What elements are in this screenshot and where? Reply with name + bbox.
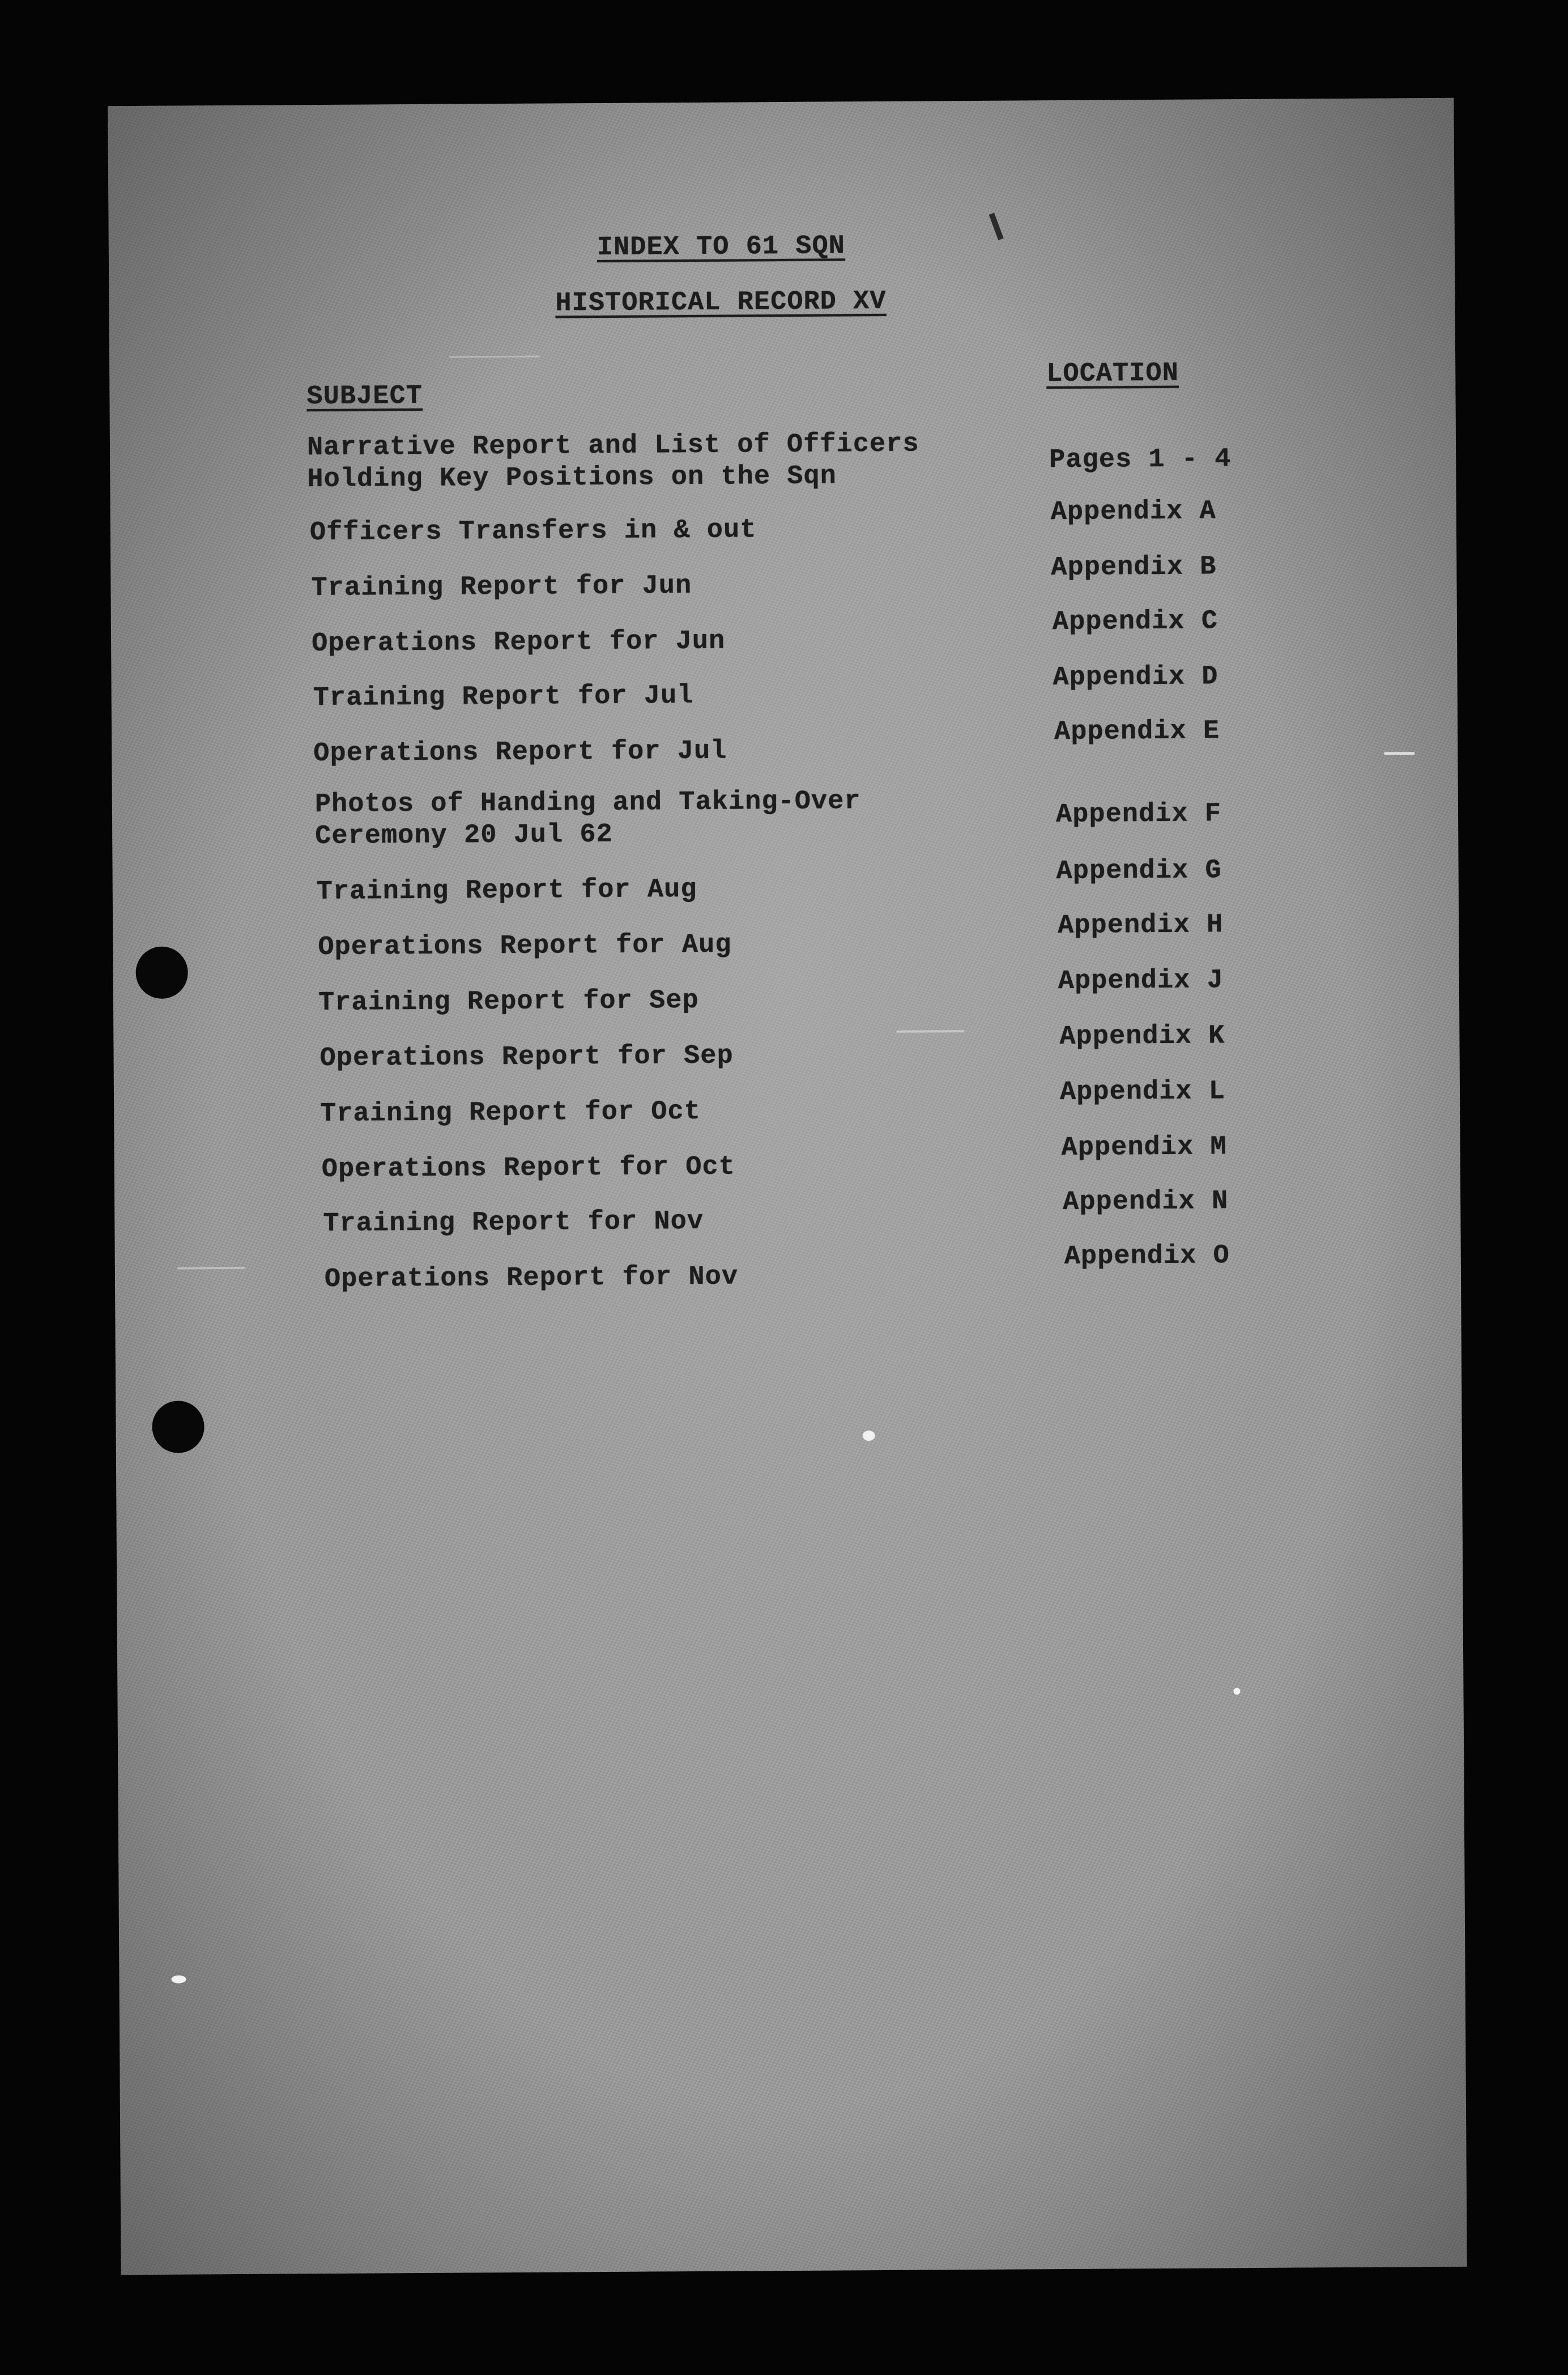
entry-subject: Operations Report for Sep	[319, 1041, 734, 1074]
dust-speck	[177, 1267, 245, 1270]
entry-location: Appendix O	[1064, 1241, 1230, 1272]
ink-mark	[989, 212, 1004, 240]
entry-location: Appendix M	[1061, 1132, 1227, 1164]
entry-subject: Training Report for Jun	[311, 571, 692, 604]
entry-subject: Operations Report for Jul	[313, 736, 727, 769]
entry-location: Appendix N	[1063, 1186, 1229, 1218]
punch-hole	[135, 946, 188, 999]
subject-column-header: SUBJECT	[306, 381, 423, 412]
document-page	[108, 98, 1467, 2275]
entry-subject: Training Report for Nov	[323, 1206, 704, 1240]
entry-subject: Training Report for Sep	[318, 985, 699, 1019]
entry-location: Appendix K	[1059, 1021, 1225, 1053]
entry-subject: Operations Report for Aug	[318, 930, 732, 963]
entry-location: Appendix C	[1052, 606, 1218, 638]
entry-subject: Training Report for Oct	[320, 1096, 701, 1130]
entry-location: Appendix L	[1059, 1076, 1226, 1108]
dust-speck	[171, 1976, 186, 1984]
entry-subject: Training Report for Aug	[316, 874, 697, 908]
entry-subject: Photos of Handing and Taking-Over Ceremony 20 Jul 62	[314, 786, 861, 852]
dust-speck	[1233, 1688, 1240, 1695]
entry-subject: Training Report for Jul	[313, 680, 694, 714]
entry-location: Appendix G	[1056, 855, 1222, 887]
punch-hole	[152, 1401, 204, 1453]
entry-location: Appendix J	[1058, 965, 1224, 997]
entry-subject: Operations Report for Nov	[324, 1262, 739, 1295]
entry-location: Pages 1 - 4	[1049, 444, 1232, 476]
document-subtitle: HISTORICAL RECORD XV	[555, 286, 887, 319]
dust-speck	[863, 1431, 875, 1441]
location-column-header: LOCATION	[1046, 358, 1179, 390]
dust-speck	[1384, 752, 1414, 755]
dust-speck	[896, 1030, 964, 1033]
entry-location: Appendix B	[1051, 552, 1217, 584]
entry-location: Appendix F	[1055, 799, 1222, 831]
entry-location: Appendix H	[1058, 910, 1224, 942]
entry-location: Appendix E	[1054, 716, 1220, 748]
entry-location: Appendix A	[1050, 496, 1216, 528]
entry-subject: Officers Transfers in & out	[309, 515, 757, 548]
entry-location: Appendix D	[1053, 662, 1218, 693]
entry-subject: Operations Report for Oct	[321, 1152, 736, 1185]
entry-subject: Narrative Report and List of Officers Holding Key Positions on the Sqn	[306, 429, 919, 495]
document-title: INDEX TO 61 SQN	[596, 231, 846, 263]
entry-subject: Operations Report for Jun	[311, 626, 726, 659]
dust-speck	[449, 356, 540, 358]
